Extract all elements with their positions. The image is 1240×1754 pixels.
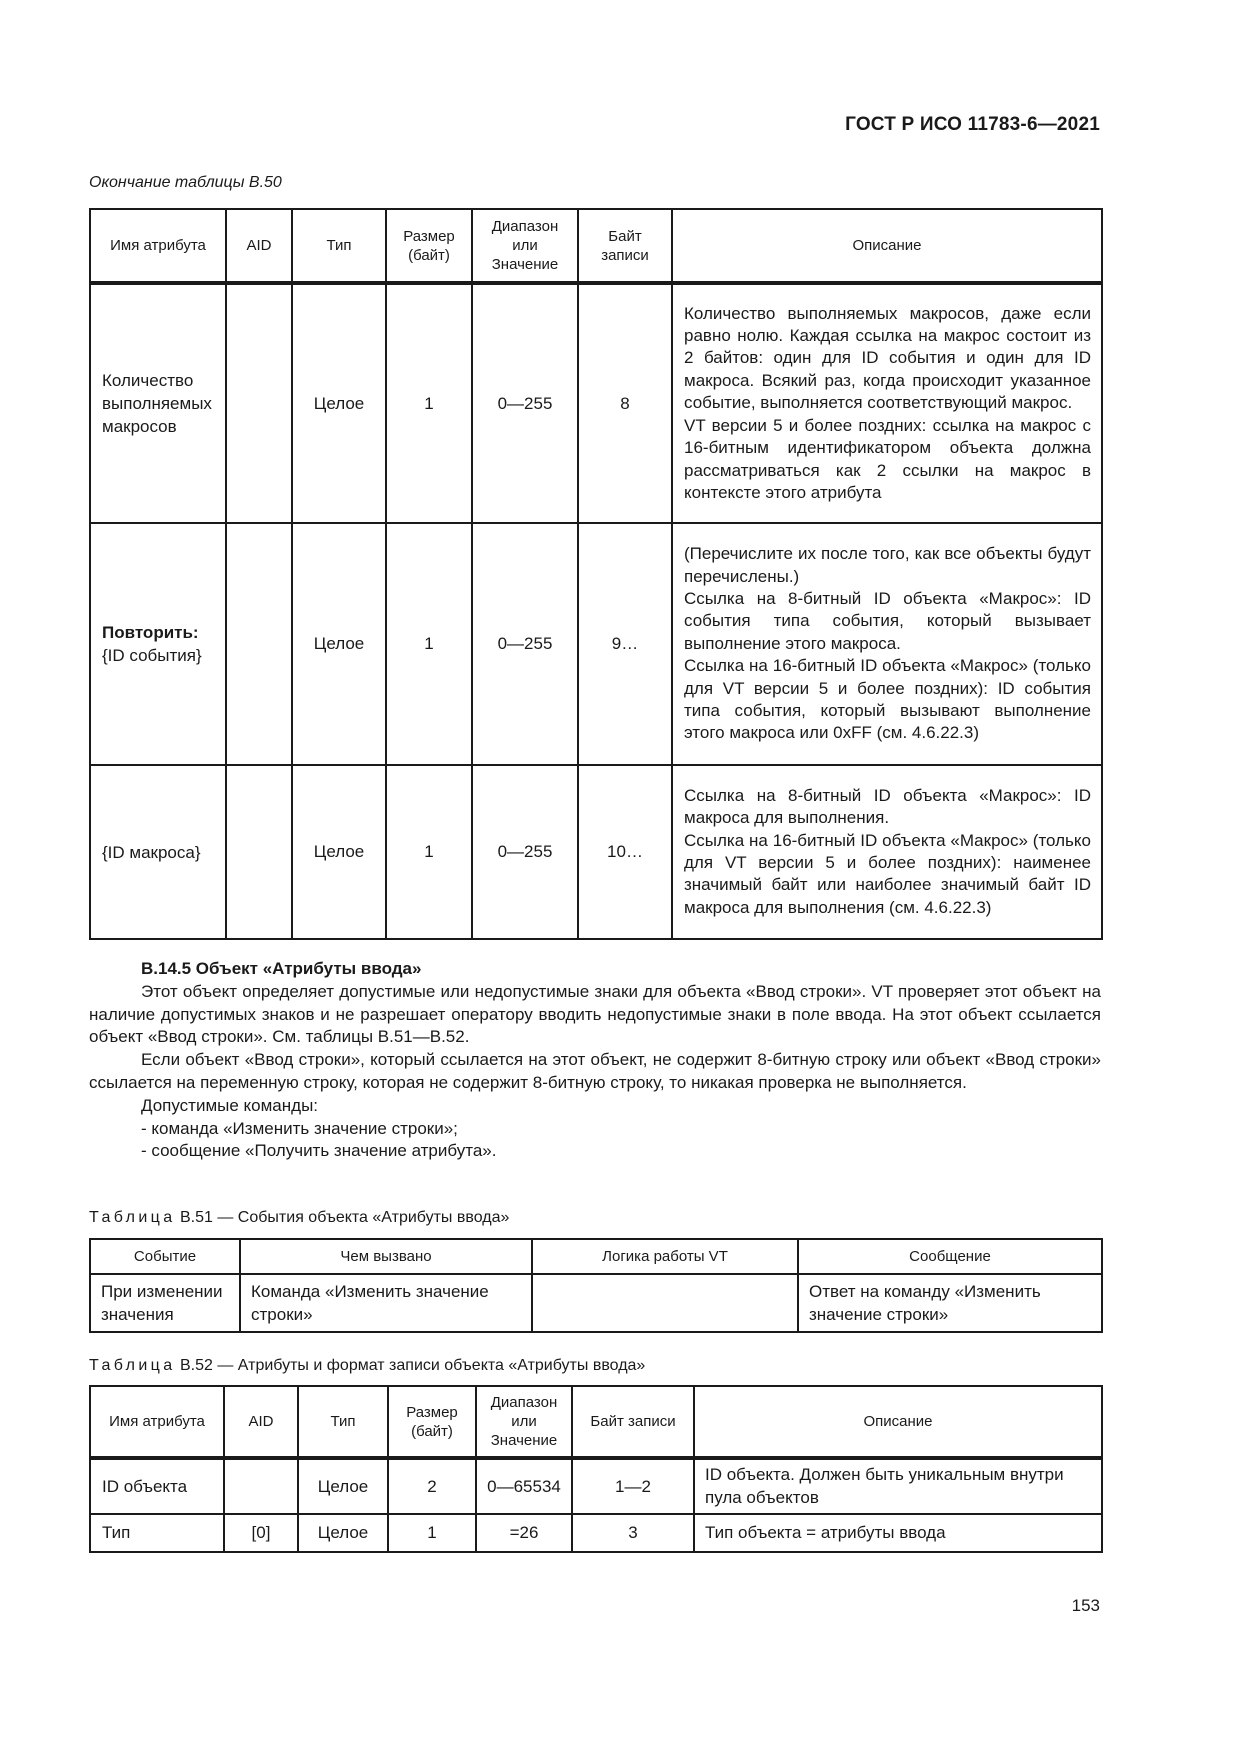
table-header-row — [90, 1386, 1102, 1458]
table-b52-caption — [89, 1357, 645, 1375]
table-b52 — [89, 1385, 1103, 1553]
cell-type: Целое — [298, 1458, 388, 1514]
column-header: Описание — [672, 209, 1102, 283]
standard-code: ГОСТ Р ИСО 11783-6—2021 — [845, 114, 1100, 135]
description-text: Ссылка на 16-битный ID объекта «Макрос» (только для VT версии 5 и более поздних): наименее значимый байт или наиболее значимый байт ID макроса для выполнения (см. 4.6.22.3) — [684, 830, 1091, 917]
caption-word: Таблица — [89, 1209, 176, 1226]
table-row — [90, 523, 1102, 765]
list-item: - сообщение «Получить значение атрибута». — [141, 1141, 497, 1161]
cell-size: 1 — [386, 523, 472, 765]
table-row — [90, 1458, 1102, 1514]
column-header: Байт записи — [578, 209, 672, 283]
cell-description: ID объекта. Должен быть уникальным внутри пула объектов — [694, 1458, 1102, 1514]
cell-record-byte: 8 — [578, 283, 672, 523]
attribute-name-text: {ID события} — [102, 646, 202, 665]
caption-text: В.52 — Атрибуты и формат записи объекта «Атрибуты ввода» — [180, 1357, 646, 1374]
cell-aid: [0] — [224, 1514, 298, 1552]
cell-cause: Команда «Изменить значение строки» — [240, 1274, 532, 1332]
cell-size: 1 — [386, 765, 472, 939]
cell-size: 2 — [388, 1458, 476, 1514]
cell-range: 0—65534 — [476, 1458, 572, 1514]
cell-vt-logic — [532, 1274, 798, 1332]
cell-attribute-name: ID объекта — [90, 1458, 224, 1514]
cell-aid — [224, 1458, 298, 1514]
cell-attribute-name: {ID макроса} — [90, 765, 226, 939]
repeat-label: Повторить: — [102, 623, 199, 642]
table-row — [90, 765, 1102, 939]
description-text: Количество выполняемых макросов, даже если равно нолю. Каждая ссылка на макрос состоит из 2 байтов: один для ID события и один для ID макроса. Всякий раз, когда происходит указанное событие, выполняется соответствующий макрос. — [684, 303, 1091, 413]
column-header: AID — [224, 1386, 298, 1458]
column-header: Сообщение — [798, 1239, 1102, 1274]
cell-record-byte: 3 — [572, 1514, 694, 1552]
caption-text: В.51 — События объекта «Атрибуты ввода» — [180, 1209, 510, 1226]
cell-attribute-name: Количество выполняемых макросов — [90, 283, 226, 523]
column-header: Тип — [292, 209, 386, 283]
column-header: Диапазон или Значение — [476, 1386, 572, 1458]
table-row — [90, 1274, 1102, 1332]
cell-record-byte: 9… — [578, 523, 672, 765]
column-header: Диапазон или Значение — [472, 209, 578, 283]
commands-label: Допустимые команды: — [141, 1095, 319, 1115]
cell-aid — [226, 523, 292, 765]
table-row — [90, 1514, 1102, 1552]
column-header: Чем вызвано — [240, 1239, 532, 1274]
cell-aid — [226, 765, 292, 939]
list-item: - команда «Изменить значение строки»; — [141, 1118, 458, 1138]
cell-type: Целое — [298, 1514, 388, 1552]
cell-type: Целое — [292, 765, 386, 939]
paragraph: Этот объект определяет допустимые или недопустимые знаки для объекта «Ввод строки». VT проверяет этот объект на наличие допустимых знаков и не разрешает оператору вводить недопустимые знаки в поле ввода. На этот объект ссылается объект «Ввод строки». См. таблицы В.51—В.52. — [89, 981, 1101, 1047]
description-text: Ссылка на 16-битный ID объекта «Макрос» (только для VT версии 5 и более поздних): ID события типа события, который вызывают выполнение этого макроса или 0xFF (см. 4.6.22.3) — [684, 656, 1091, 743]
column-header: Тип — [298, 1386, 388, 1458]
cell-attribute-name — [90, 523, 226, 765]
description-text: VT версии 5 и более поздних: ссылка на макрос с 16-битным идентификатором объекта должна рассматриваться как 2 ссылки на макрос в контексте этого атрибута — [684, 415, 1091, 502]
cell-event: При изменении значения — [90, 1274, 240, 1332]
column-header: AID — [226, 209, 292, 283]
cell-aid — [226, 283, 292, 523]
cell-range: 0—255 — [472, 523, 578, 765]
column-header: Описание — [694, 1386, 1102, 1458]
cell-range: =26 — [476, 1514, 572, 1552]
column-header: Размер (байт) — [386, 209, 472, 283]
table-b51 — [89, 1238, 1103, 1333]
table-header-row — [90, 209, 1102, 283]
cell-range: 0—255 — [472, 765, 578, 939]
cell-type: Целое — [292, 523, 386, 765]
description-text: Ссылка на 8-битный ID объекта «Макрос»: ID события типа события, который вызывает выполнение этого макроса. — [684, 588, 1091, 653]
column-header: Имя атрибута — [90, 209, 226, 283]
column-header: Байт записи — [572, 1386, 694, 1458]
cell-message: Ответ на команду «Изменить значение строки» — [798, 1274, 1102, 1332]
column-header: Размер (байт) — [388, 1386, 476, 1458]
cell-size: 1 — [388, 1514, 476, 1552]
section-heading: В.14.5 Объект «Атрибуты ввода» — [141, 959, 422, 978]
table-row — [90, 283, 1102, 523]
cell-description — [672, 765, 1102, 939]
caption-word: Таблица — [89, 1357, 176, 1374]
cell-record-byte: 10… — [578, 765, 672, 939]
table-header-row — [90, 1239, 1102, 1274]
cell-size: 1 — [386, 283, 472, 523]
cell-record-byte: 1—2 — [572, 1458, 694, 1514]
cell-description: Тип объекта = атрибуты ввода — [694, 1514, 1102, 1552]
section-b14-5 — [89, 958, 1101, 1163]
page-number: 153 — [1071, 1596, 1100, 1615]
cell-description — [672, 283, 1102, 523]
cell-range: 0—255 — [472, 283, 578, 523]
cell-attribute-name: Тип — [90, 1514, 224, 1552]
column-header: Логика работы VT — [532, 1239, 798, 1274]
column-header: Имя атрибута — [90, 1386, 224, 1458]
cell-description — [672, 523, 1102, 765]
table-b50 — [89, 208, 1103, 940]
description-text: (Перечислите их после того, как все объекты будут перечислены.) — [684, 544, 1091, 586]
column-header: Событие — [90, 1239, 240, 1274]
table-b50-caption: Окончание таблицы В.50 — [89, 174, 282, 191]
table-b51-caption — [89, 1209, 509, 1227]
paragraph: Если объект «Ввод строки», который ссылается на этот объект, не содержит 8-битную строку или объект «Ввод строки» ссылается на переменную строку, которая не содержит 8-битную строку, то никакая проверка не выполняется. — [89, 1050, 1101, 1092]
cell-type: Целое — [292, 283, 386, 523]
description-text: Ссылка на 8-битный ID объекта «Макрос»: ID макроса для выполнения. — [684, 785, 1091, 828]
